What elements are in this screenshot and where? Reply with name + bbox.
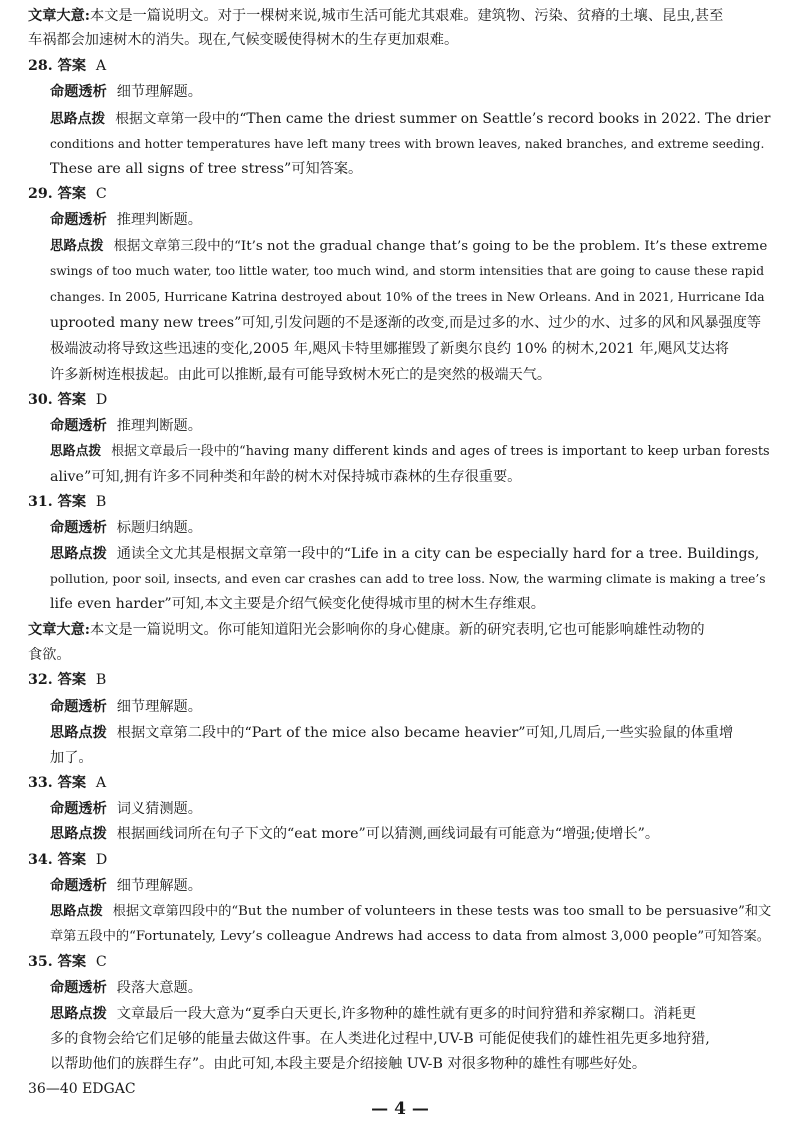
intent-label: 命题透析 bbox=[50, 212, 107, 228]
answer-value: D bbox=[95, 392, 108, 408]
question-number: 35. bbox=[28, 954, 53, 970]
q35-tips-line3: 以帮助他们的族群生存”。由此可知,本段主要是介绍接触 UV-B 对很多物种的雄性有哪些好处。 bbox=[50, 1056, 647, 1072]
q29-tips-line1 bbox=[50, 236, 774, 257]
answer-value: B bbox=[95, 672, 107, 688]
q31-intent bbox=[50, 518, 774, 538]
answer-label: 答案 bbox=[57, 775, 87, 791]
intent-label: 命题透析 bbox=[50, 520, 107, 536]
answer-value: A bbox=[95, 775, 107, 791]
intent-label: 命题透析 bbox=[50, 980, 107, 996]
question-number: 29. bbox=[28, 186, 53, 202]
intent-text: 段落大意题。 bbox=[116, 980, 202, 996]
tips-text: 根据文章第二段中的“Part of the mice also became heavier”可知,几周后,一些实验鼠的体重增 bbox=[116, 725, 734, 741]
answer-value: D bbox=[95, 852, 108, 868]
tips-label: 思路点拨 bbox=[50, 904, 103, 919]
q31-tips-line1 bbox=[50, 544, 774, 564]
passage1-summary-line2: 车祸都会加速树木的消失。现在,气候变暖使得树木的生存更加艰难。 bbox=[28, 32, 459, 48]
tips-label: 思路点拨 bbox=[50, 238, 104, 254]
passage2-summary-line2: 食欲。 bbox=[28, 647, 71, 663]
intent-text: 推理判断题。 bbox=[116, 212, 202, 228]
intent-text: 推理判断题。 bbox=[116, 418, 202, 434]
question-number: 33. bbox=[28, 775, 53, 791]
tips-text: 根据文章第一段中的“Then came the driest summer on Seattle’s record books in 2022. The drier bbox=[115, 111, 771, 127]
q29-answer-line bbox=[28, 184, 774, 204]
q32-tips-line1 bbox=[50, 723, 774, 743]
answer-label: 答案 bbox=[57, 852, 87, 868]
intent-text: 词义猜测题。 bbox=[116, 801, 202, 817]
intent-label: 命题透析 bbox=[50, 418, 107, 434]
q34-tips-line2: 章第五段中的“Fortunately, Levy’s colleague Andrews had access to data from almost 3,000 people”可知答案。 bbox=[50, 929, 770, 944]
q32-answer-line bbox=[28, 670, 774, 690]
q28-intent bbox=[50, 82, 774, 102]
q31-tips-line2: pollution, poor soil, insects, and even car crashes can add to tree loss. Now, the warming climate is making a tree’s bbox=[50, 572, 766, 586]
tips-text: 根据文章最后一段中的“having many different kinds and ages of trees is important to keep urban forests bbox=[111, 444, 770, 459]
q33-intent bbox=[50, 799, 774, 819]
passage2-summary-line1 bbox=[28, 620, 774, 640]
tips-label: 思路点拨 bbox=[50, 826, 107, 842]
q34-intent bbox=[50, 876, 774, 896]
q30-answer-line bbox=[28, 390, 774, 410]
tips-label: 思路点拨 bbox=[50, 725, 107, 741]
tips-label: 思路点拨 bbox=[50, 546, 107, 562]
q30-tips-line1 bbox=[50, 442, 774, 462]
q29-intent bbox=[50, 210, 774, 230]
answer-label: 答案 bbox=[57, 494, 87, 510]
answers-36-40: 36—40 EDGAC bbox=[28, 1081, 136, 1097]
intent-label: 命题透析 bbox=[50, 699, 107, 715]
answer-value: A bbox=[95, 58, 107, 74]
q35-answer-line bbox=[28, 952, 774, 972]
intent-label: 命题透析 bbox=[50, 84, 107, 100]
question-number: 34. bbox=[28, 852, 53, 868]
answer-label: 答案 bbox=[57, 58, 87, 74]
q29-tips-line3: changes. In 2005, Hurricane Katrina destroyed about 10% of the trees in New Orleans. And in 2021, Hurricane Ida bbox=[50, 290, 765, 304]
answer-value: B bbox=[95, 494, 107, 510]
q32-tips-line2: 加了。 bbox=[50, 750, 93, 766]
q29-tips-line4: uprooted many new trees”可知,引发问题的不是逐渐的改变,而是过多的水、过少的水、过多的风和风暴强度等 bbox=[50, 315, 762, 331]
q35-tips-line1 bbox=[50, 1004, 774, 1024]
q32-intent bbox=[50, 697, 774, 717]
intent-text: 标题归纳题。 bbox=[116, 520, 202, 536]
tips-text: 通读全文尤其是根据文章第一段中的“Life in a city can be especially hard for a tree. Buildings, bbox=[116, 546, 760, 562]
q31-answer-line bbox=[28, 492, 774, 512]
q35-tips-line2: 多的食物会给它们足够的能量去做这件事。在人类进化过程中,UV-B 可能促使我们的雄性祖先更多地狩猎, bbox=[50, 1031, 710, 1047]
answer-value: C bbox=[95, 954, 107, 970]
tips-text: 根据文章第三段中的“It’s not the gradual change that’s going to be the problem. It’s these extreme bbox=[113, 239, 768, 254]
q28-tips-line1 bbox=[50, 109, 774, 129]
intent-text: 细节理解题。 bbox=[116, 878, 202, 894]
q29-tips-line6: 许多新树连根拔起。由此可以推断,最有可能导致树木死亡的是突然的极端天气。 bbox=[50, 367, 552, 383]
summary-text: 本文是一篇说明文。对于一棵树来说,城市生活可能尤其艰难。建筑物、污染、贫瘠的土壤、昆虫,甚至 bbox=[90, 8, 724, 24]
tips-label: 思路点拨 bbox=[50, 1006, 107, 1022]
q30-tips-line2: alive”可知,拥有许多不同种类和年龄的树木对保持城市森林的生存很重要。 bbox=[50, 469, 522, 485]
summary-text: 本文是一篇说明文。你可能知道阳光会影响你的身心健康。新的研究表明,它也可能影响雄性动物的 bbox=[90, 622, 705, 638]
intent-label: 命题透析 bbox=[50, 878, 107, 894]
summary-label: 文章大意: bbox=[28, 622, 90, 638]
q34-answer-line bbox=[28, 850, 774, 870]
q35-intent bbox=[50, 978, 774, 998]
q33-answer-line bbox=[28, 773, 774, 793]
q29-tips-line5: 极端波动将导致这些迅速的变化,2005 年,飓风卡特里娜摧毁了新奥尔良约 10% 的树木,2021 年,飓风艾达将 bbox=[50, 341, 729, 357]
answer-label: 答案 bbox=[57, 954, 87, 970]
answer-label: 答案 bbox=[57, 672, 87, 688]
tips-label: 思路点拨 bbox=[50, 444, 102, 459]
answer-value: C bbox=[95, 186, 107, 202]
tips-text: 根据画线词所在句子下文的“eat more”可以猜测,画线词最有可能意为“增强;使增长”。 bbox=[116, 826, 660, 842]
intent-text: 细节理解题。 bbox=[116, 699, 202, 715]
intent-text: 细节理解题。 bbox=[116, 84, 202, 100]
tips-text: 根据文章第四段中的“But the number of volunteers in these tests was too small to be persuasive”和文 bbox=[112, 904, 772, 919]
page-number: — 4 — bbox=[371, 1099, 429, 1119]
answer-label: 答案 bbox=[57, 392, 87, 408]
answer-label: 答案 bbox=[57, 186, 87, 202]
question-number: 32. bbox=[28, 672, 53, 688]
q34-tips-line1 bbox=[50, 902, 774, 922]
q30-intent bbox=[50, 416, 774, 436]
tips-text: 文章最后一段大意为“夏季白天更长,许多物种的雄性就有更多的时间狩猎和养家糊口。消耗更 bbox=[116, 1006, 697, 1022]
summary-label: 文章大意: bbox=[28, 8, 90, 24]
q31-tips-line3: life even harder”可知,本文主要是介绍气候变化使得城市里的树木生存维艰。 bbox=[50, 596, 545, 612]
q28-tips-line2: conditions and hotter temperatures have left many trees with brown leaves, naked branches, and extreme seeding. bbox=[50, 137, 765, 151]
tips-label: 思路点拨 bbox=[50, 111, 106, 127]
q33-tips-line1 bbox=[50, 824, 774, 844]
q29-tips-line2: swings of too much water, too little water, too much wind, and storm intensities that are going to cause these rapid bbox=[50, 264, 765, 278]
intent-label: 命题透析 bbox=[50, 801, 107, 817]
passage1-summary-line1 bbox=[28, 6, 774, 26]
q28-tips-line3: These are all signs of tree stress”可知答案。 bbox=[50, 161, 363, 177]
question-number: 31. bbox=[28, 494, 53, 510]
question-number: 28. bbox=[28, 58, 53, 74]
q28-answer-line bbox=[28, 56, 774, 76]
question-number: 30. bbox=[28, 392, 53, 408]
